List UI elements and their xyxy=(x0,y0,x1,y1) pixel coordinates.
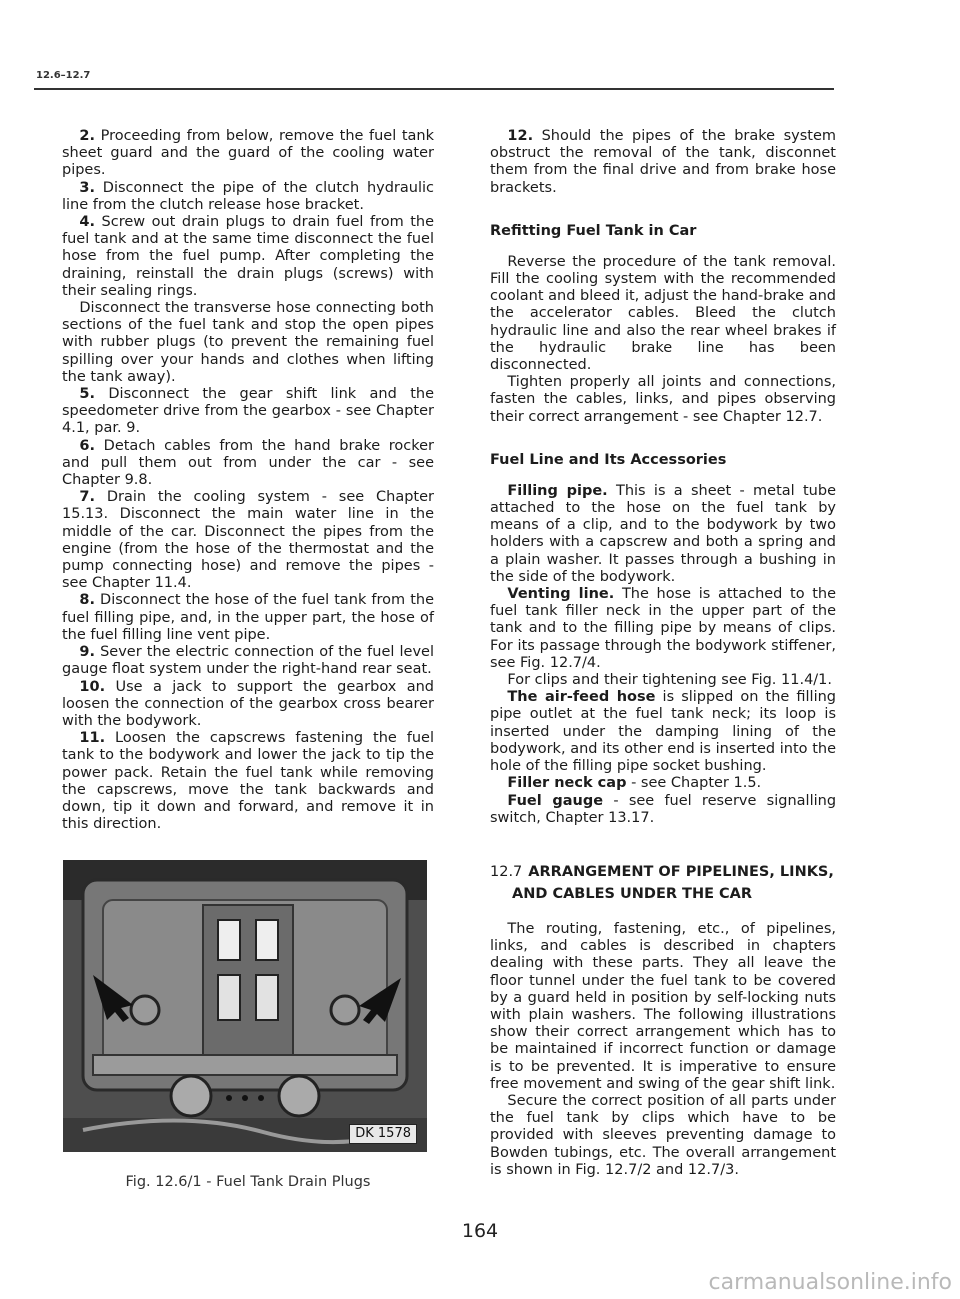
para-4b: Disconnect the transverse hose connecting both sections of the fuel tank and stop the open pipes with rubber plugs (to prevent the remaining fuel spilling over your hands and clothes when lifting the tank away). xyxy=(62,300,434,385)
air-feed-para: The air-feed hose is slipped on the filling pipe outlet at the fuel tank neck; its loop is inserted under the damping lining of the bodywork, and its other end is inserted into the hole of the filling pipe socket bushing. xyxy=(490,689,836,775)
clips-para: For clips and their tightening see Fig. 11.4/1. xyxy=(507,672,833,689)
para-7: 7. Drain the cooling system - see Chapter 15.13. Disconnect the main water line in the middle of the car. Disconnect the pipes from the engine (from the hose of the thermostat and the pump connecting hose) and remove the pipes - see Chapter 11.4. xyxy=(62,489,434,592)
para-6: 6. Detach cables from the hand brake rocker and pull them out from under the car - see Chapter 9.8. xyxy=(62,437,435,489)
para-5: 5. Disconnect the gear shift link and the speedometer drive from the gearbox - see Chapter 4.1, par. 9. xyxy=(62,386,434,437)
figure-caption: Fig. 12.6/1 - Fuel Tank Drain Plugs xyxy=(125,1174,371,1190)
figure-code-badge: DK 1578 xyxy=(349,1124,417,1144)
para-2: 2. Proceeding from below, remove the fuel tank sheet guard and the guard of the cooling water pipes. xyxy=(62,128,434,179)
fuel-gauge-para: Fuel gauge - see fuel reserve signalling switch, Chapter 13.17. xyxy=(490,792,837,826)
heading-fuel-line: Fuel Line and Its Accessories xyxy=(490,451,727,468)
para-12: 12. Should the pipes of the brake system obstruct the removal of the tank, disconnet them from the final drive and from brake hose brackets. xyxy=(490,128,836,196)
heading-refitting: Refitting Fuel Tank in Car xyxy=(490,222,697,239)
section-para-2: Secure the correct position of all parts under the fuel tank by clips which have to be provided with sleeves preventing damage to Bowden tubings, etc. The overall arrangement is shown in Fig. 12.7/2 and 12.7/3. xyxy=(490,1092,836,1178)
page-header-code: 12.6–12.7 xyxy=(36,70,91,81)
right-column xyxy=(490,128,836,1179)
section-para-1: The routing, fastening, etc., of pipelines, links, and cables is described in chapters dealing with these parts. They all leave the floor tunnel under the fuel tank to be covered by a guard held in position by self-locking nuts with plain washers. The following illustrations show their correct arrangement which has to be maintained if incorrect function or damage is to be prevented. It is imperative to ensure free movement and swing of the gear shift link. xyxy=(490,920,836,1092)
filler-cap-para: Filler neck cap - see Chapter 1.5. xyxy=(507,775,762,792)
header-rule xyxy=(34,88,834,90)
fuel-tank-drawing xyxy=(63,860,427,1152)
section-heading-12-7: 12.7 ARRANGEMENT OF PIPELINES, LINKS, AND CABLES UNDER THE CAR xyxy=(490,863,834,902)
para-3: 3. Disconnect the pipe of the clutch hydraulic line from the clutch release hose bracket. xyxy=(62,179,434,213)
page-number: 164 xyxy=(461,1220,499,1242)
para-11: 11. Loosen the capscrews fastening the fuel tank to the bodywork and lower the jack to tip the power pack. Retain the fuel tank while removing the capscrews, move the tank backwards and down, tip it down and forward, and remove it in this direction. xyxy=(62,730,434,833)
para-8: 8. Disconnect the hose of the fuel tank from the fuel filling pipe, and, in the upper part, the hose of the fuel filling line vent pipe. xyxy=(62,592,434,643)
refit-para-1: Reverse the procedure of the tank removal. Fill the cooling system with the recommended coolant and bleed it, adjust the hand-brake and the accelerator cables. Bleed the clutch hydraulic line and also the rear wheel brakes if the hydraulic brake line has been disconnected. xyxy=(490,253,836,374)
venting-line-para: Venting line. The hose is attached to the fuel tank filler neck in the upper part of the tank and to the filling pipe by means of clips. For its passage through the bodywork stiffener, see Fig. 12.7/4. xyxy=(490,586,837,671)
fuel-tank-photo xyxy=(63,860,427,1152)
left-column xyxy=(62,128,434,833)
filling-pipe-para: Filling pipe. This is a sheet - metal tube attached to the hose on the fuel tank by means of a clip, and to the bodywork by two holders with a capscrew and both a spring and a plain washer. It passes through a bushing in the side of the bodywork. xyxy=(490,482,836,585)
watermark: carmanualsonline.info xyxy=(708,1270,952,1295)
refit-para-2: Tighten properly all joints and connections, fasten the cables, links, and pipes observing their correct arrangement - see Chapter 12.7. xyxy=(490,374,836,425)
para-9: 9. Sever the electric connection of the fuel level gauge float system under the right-hand rear seat. xyxy=(62,644,434,678)
para-4: 4. Screw out drain plugs to drain fuel from the fuel tank and at the same time disconnect the fuel hose from the fuel pump. After completing the draining, reinstall the drain plugs (screws) with their sealing rings. xyxy=(62,214,435,299)
para-10: 10. Use a jack to support the gearbox and loosen the connection of the gearbox cross bearer with the bodywork. xyxy=(62,678,435,729)
